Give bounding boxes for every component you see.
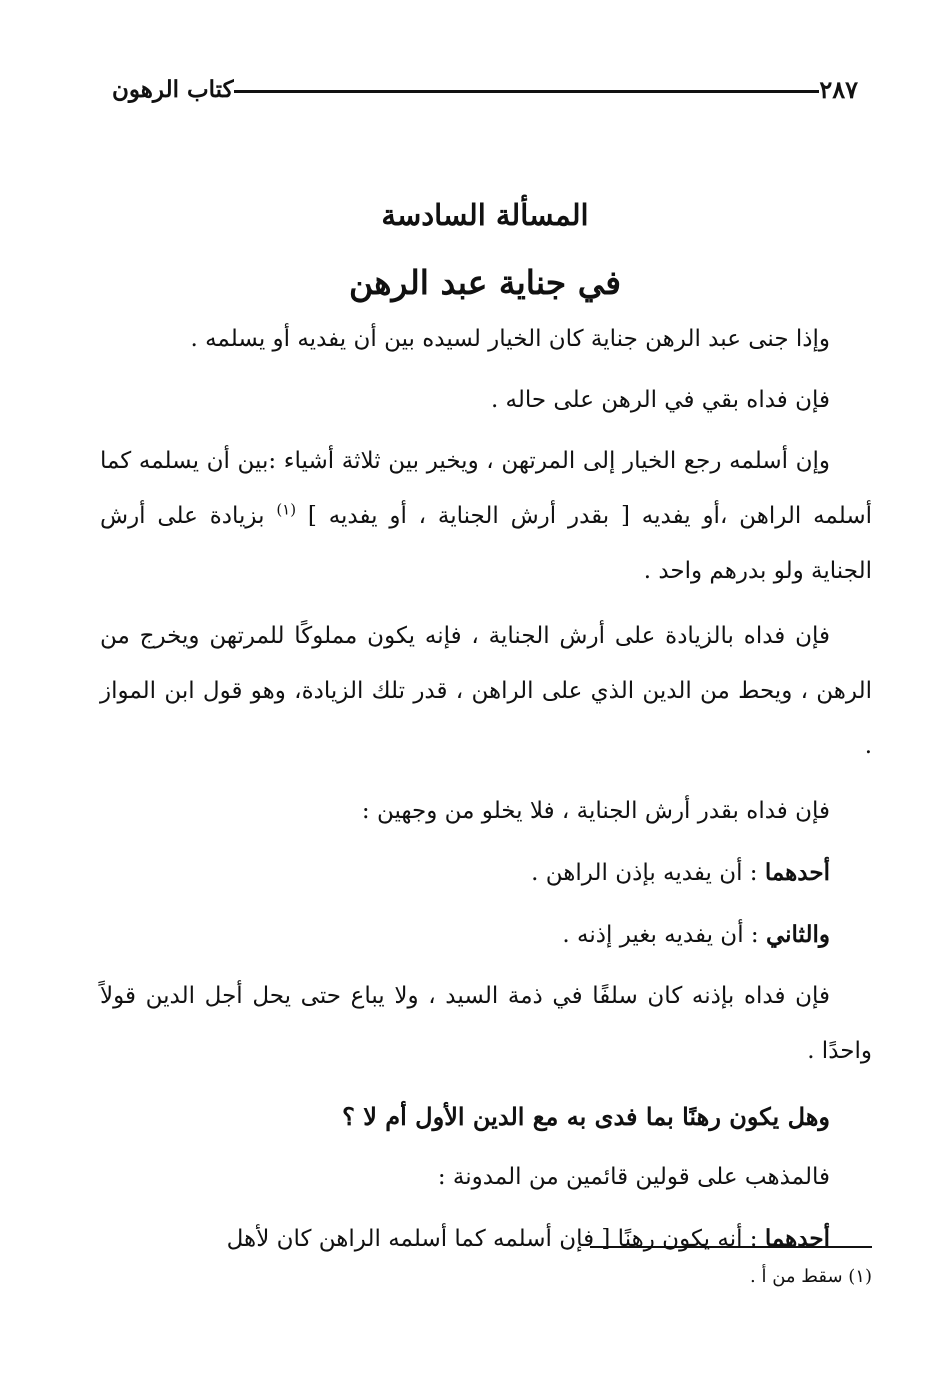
paragraph-5: فإن فداه بقدر أرش الجناية ، فلا يخلو من وجهين : bbox=[361, 798, 830, 824]
paragraph-6-text: : أن يفديه بإذن الراهن . bbox=[531, 860, 765, 886]
paragraph-6-lead: أحدهما bbox=[764, 859, 830, 886]
paragraph-7-text: : أن يفديه بغير إذنه . bbox=[562, 922, 766, 948]
paragraph-2: فإن فداه بقي في الرهن على حاله . bbox=[490, 387, 830, 413]
issue-heading: المسألة السادسة bbox=[381, 198, 589, 232]
running-header bbox=[100, 66, 870, 112]
paragraph-7-lead: والثاني bbox=[765, 921, 830, 948]
page-number: ٢٨٧ bbox=[819, 74, 858, 104]
paragraph-6 bbox=[100, 845, 872, 901]
footnote: (١) سقط من أ . bbox=[750, 1266, 872, 1287]
paragraph-3 bbox=[100, 434, 872, 599]
body-text bbox=[100, 312, 872, 1273]
paragraph-11 bbox=[100, 1211, 872, 1267]
paragraph-1: وإذا جنى عبد الرهن جناية كان الخيار لسيده بين أن يفديه أو يسلمه . bbox=[190, 326, 830, 352]
paragraph-11-text: : أنه يكون رهنًا [ فإن أسلمه كما أسلمه الراهن كان لأهل bbox=[226, 1226, 765, 1252]
paragraph-3-text: وإن أسلمه رجع الخيار إلى المرتهن ، ويخير بين ثلاثة أشياء :بين أن يسلمه كما أسلمه الراهن ،أو يفديه [ بقدر أرش الجناية ، أو يفديه ] bbox=[100, 448, 873, 529]
paragraph-9: وهل يكون رهنًا بما فدى به مع الدين الأول أم لا ؟ bbox=[342, 1102, 830, 1131]
paragraph-8: فإن فداه بإذنه كان سلفًا في ذمة السيد ، ولا يباع حتى يحل أجل الدين قولاً واحدًا . bbox=[100, 983, 872, 1064]
header-rule bbox=[234, 90, 820, 93]
paragraph-11-lead: أحدهما bbox=[764, 1225, 830, 1252]
chapter-title: كتاب الرهون bbox=[112, 75, 234, 103]
section-headings bbox=[100, 190, 870, 318]
footnote-rule bbox=[590, 1246, 872, 1248]
paragraph-3-text-cont: بزيادة على أرش الجناية ولو بدرهم واحد . bbox=[100, 503, 872, 584]
paragraph-4: فإن فداه بالزيادة على أرش الجناية ، فإنه يكون مملوكًا للمرتهن ويخرج من الرهن ، ويحط من الدين الذي على الراهن ، قدر تلك الزيادة، وهو قول ابن المواز . bbox=[100, 623, 872, 759]
paragraph-7 bbox=[100, 907, 872, 963]
paragraph-10: فالمذهب على قولين قائمين من المدونة : bbox=[437, 1164, 830, 1190]
subject-heading: في جناية عبد الرهن bbox=[349, 263, 621, 302]
footnote-marker: (١) bbox=[276, 500, 297, 519]
